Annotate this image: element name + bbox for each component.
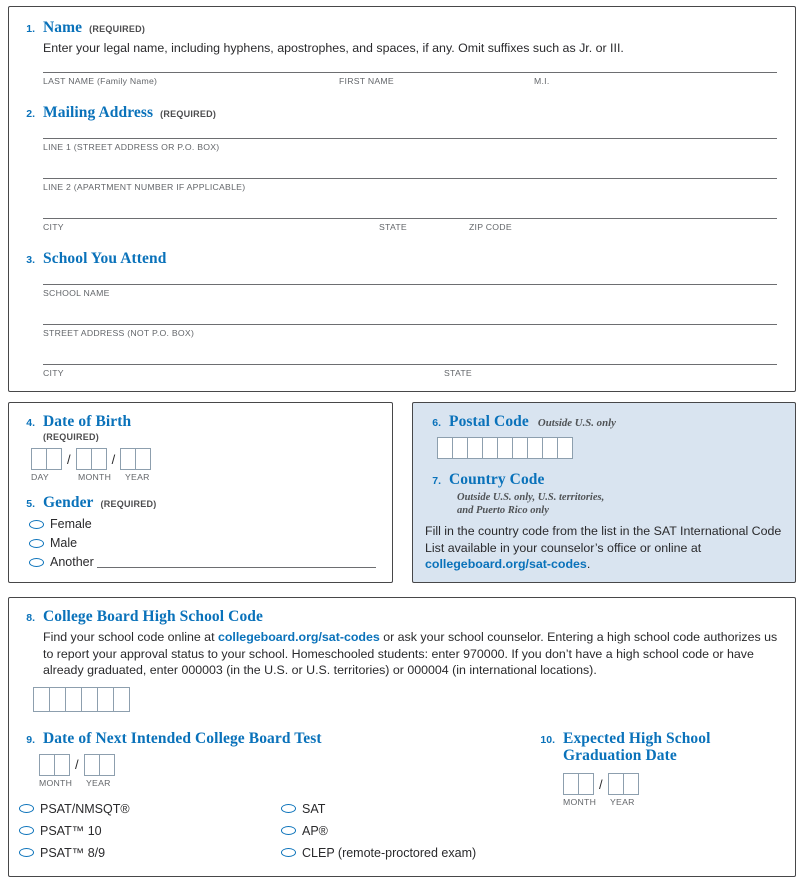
section-name-header bbox=[19, 19, 777, 37]
option-label: Another bbox=[50, 555, 94, 569]
answer-bubble[interactable] bbox=[29, 520, 44, 529]
school-code-test-date-panel bbox=[8, 597, 796, 876]
another-write-line[interactable] bbox=[97, 557, 376, 568]
label-school-name: SCHOOL NAME bbox=[43, 288, 110, 299]
dob-month-boxes bbox=[76, 448, 107, 470]
address-line2-write-line[interactable] bbox=[43, 178, 777, 179]
label-month: MONTH bbox=[78, 472, 112, 482]
section-title: Expected High School Graduation Date bbox=[563, 729, 711, 765]
instruction-text: Find your school code online at bbox=[43, 630, 218, 645]
school-code-boxes bbox=[33, 687, 779, 712]
gender-option-male[interactable] bbox=[29, 536, 378, 550]
label-school-state: STATE bbox=[444, 368, 472, 379]
section-graduation-date bbox=[533, 730, 779, 864]
option-label: PSAT™ 10 bbox=[40, 823, 102, 838]
section-number: 9. bbox=[26, 733, 35, 746]
entry-box[interactable] bbox=[49, 687, 66, 712]
test-option-sat[interactable] bbox=[281, 798, 543, 820]
option-label: PSAT/NMSQT® bbox=[40, 801, 130, 816]
next-test-date-boxes bbox=[39, 754, 533, 776]
section-school bbox=[19, 250, 777, 378]
next-test-date-labels bbox=[39, 778, 533, 788]
answer-bubble[interactable] bbox=[19, 826, 34, 835]
section-number: 4. bbox=[26, 417, 35, 429]
address-city-state-zip-row bbox=[43, 218, 777, 232]
slash-separator: / bbox=[67, 451, 71, 467]
entry-box[interactable] bbox=[527, 437, 543, 459]
address-line1-write-line[interactable] bbox=[43, 138, 777, 139]
option-label: AP® bbox=[302, 823, 328, 838]
entry-box[interactable] bbox=[437, 437, 453, 459]
answer-bubble[interactable] bbox=[281, 826, 296, 835]
section-number: 5. bbox=[26, 498, 35, 510]
name-write-line[interactable] bbox=[43, 72, 777, 73]
entry-box[interactable] bbox=[39, 754, 55, 776]
name-instructions: Enter your legal name, including hyphens, apostrophes, and spaces, if any. Omit suffixes such as Jr. or III. bbox=[43, 41, 624, 55]
section-date-of-birth bbox=[19, 413, 378, 482]
section-title: Country Code bbox=[449, 471, 545, 488]
section-gender bbox=[19, 494, 378, 569]
postal-code-boxes bbox=[437, 437, 783, 459]
test-year-boxes bbox=[84, 754, 115, 776]
country-code-instructions bbox=[425, 523, 783, 572]
section-title: Date of Birth bbox=[43, 413, 132, 430]
section-title: School You Attend bbox=[43, 250, 167, 268]
test-option-psat-10[interactable] bbox=[19, 820, 281, 842]
test-options bbox=[19, 798, 533, 864]
graduation-month-boxes bbox=[563, 773, 594, 795]
label-zip-code: ZIP CODE bbox=[469, 222, 512, 233]
option-label: PSAT™ 8/9 bbox=[40, 845, 106, 860]
test-option-psat-nmsqt[interactable] bbox=[19, 798, 281, 820]
slash-separator: / bbox=[599, 776, 603, 792]
school-city-state-row bbox=[43, 364, 777, 378]
section-number: 2. bbox=[26, 108, 35, 121]
label-middle-initial: M.I. bbox=[534, 76, 550, 87]
entry-box[interactable] bbox=[46, 448, 62, 470]
label-last-name: LAST NAME (Family Name) bbox=[43, 76, 158, 87]
answer-bubble[interactable] bbox=[19, 804, 34, 813]
address-line1-row bbox=[43, 138, 777, 152]
country-code-note-line2: and Puerto Rico only bbox=[457, 505, 549, 517]
entry-box[interactable] bbox=[542, 437, 558, 459]
entry-box[interactable] bbox=[512, 437, 528, 459]
label-day: DAY bbox=[31, 472, 49, 482]
section-postal-code bbox=[425, 413, 783, 459]
middle-panels-row bbox=[8, 402, 796, 583]
label-year: YEAR bbox=[610, 797, 635, 808]
instruction-text-end: . bbox=[586, 557, 591, 571]
section-title: Name bbox=[43, 19, 83, 36]
postal-code-note: Outside U.S. only bbox=[537, 417, 616, 429]
test-option-ap[interactable] bbox=[281, 820, 543, 842]
entry-box[interactable] bbox=[482, 437, 498, 459]
required-tag: (REQUIRED) bbox=[89, 24, 146, 34]
section-number: 3. bbox=[26, 254, 35, 267]
section-number: 7. bbox=[432, 475, 441, 487]
entry-box[interactable] bbox=[608, 773, 624, 795]
section-high-school-code bbox=[19, 608, 779, 711]
answer-bubble[interactable] bbox=[281, 848, 296, 857]
sat-codes-link[interactable]: collegeboard.org/sat-codes bbox=[425, 557, 587, 571]
gender-option-female[interactable] bbox=[29, 517, 378, 531]
section-title: Mailing Address bbox=[43, 104, 154, 122]
entry-box[interactable] bbox=[467, 437, 483, 459]
entry-box[interactable] bbox=[81, 687, 98, 712]
option-label: SAT bbox=[302, 801, 326, 816]
answer-bubble[interactable] bbox=[29, 539, 44, 548]
section-mailing-address bbox=[19, 104, 777, 232]
entry-box[interactable] bbox=[623, 773, 639, 795]
entry-box[interactable] bbox=[76, 448, 92, 470]
school-name-row bbox=[43, 284, 777, 298]
label-month: MONTH bbox=[563, 797, 597, 808]
option-label: CLEP (remote-proctored exam) bbox=[302, 845, 477, 860]
entry-box[interactable] bbox=[563, 773, 579, 795]
required-tag: (REQUIRED) bbox=[100, 499, 157, 509]
address-city-write-line[interactable] bbox=[43, 218, 777, 219]
label-first-name: FIRST NAME bbox=[339, 76, 394, 87]
required-tag: (REQUIRED) bbox=[43, 432, 99, 442]
label-city: CITY bbox=[43, 222, 64, 233]
test-option-psat-8-9[interactable] bbox=[19, 842, 281, 864]
graduation-date-boxes bbox=[563, 773, 779, 795]
entry-box[interactable] bbox=[91, 448, 107, 470]
entry-box[interactable] bbox=[113, 687, 130, 712]
sat-codes-link[interactable]: collegeboard.org/sat-codes bbox=[217, 630, 380, 645]
entry-box[interactable] bbox=[578, 773, 594, 795]
section-next-test-date bbox=[19, 730, 533, 864]
label-year: YEAR bbox=[125, 472, 150, 482]
postal-code-box-group bbox=[437, 437, 573, 459]
graduation-year-boxes bbox=[608, 773, 639, 795]
school-code-box-group bbox=[33, 687, 130, 712]
address-line2-row bbox=[43, 178, 777, 192]
entry-box[interactable] bbox=[99, 754, 115, 776]
test-option-clep[interactable] bbox=[281, 842, 543, 864]
answer-bubble[interactable] bbox=[29, 558, 44, 567]
school-street-row bbox=[43, 324, 777, 338]
school-city-write-line[interactable] bbox=[43, 364, 777, 365]
name-address-school-panel bbox=[8, 6, 796, 392]
school-name-write-line[interactable] bbox=[43, 284, 777, 285]
section-title: Date of Next Intended College Board Test bbox=[43, 729, 322, 747]
answer-bubble[interactable] bbox=[281, 804, 296, 813]
option-label: Female bbox=[50, 517, 92, 531]
section-title: College Board High School Code bbox=[43, 608, 264, 626]
label-school-city: CITY bbox=[43, 368, 64, 379]
entry-box[interactable] bbox=[120, 448, 136, 470]
label-year: YEAR bbox=[86, 777, 111, 788]
label-state: STATE bbox=[379, 222, 407, 233]
entry-box[interactable] bbox=[54, 754, 70, 776]
country-code-note-line1: Outside U.S. only, U.S. territories, bbox=[457, 492, 605, 503]
section-title: Postal Code bbox=[449, 413, 529, 430]
entry-box[interactable] bbox=[97, 687, 114, 712]
entry-box[interactable] bbox=[135, 448, 151, 470]
instruction-text: Fill in the country code from the list in the SAT International Code List available in your counselor’s office or online at bbox=[425, 524, 782, 555]
gender-options bbox=[29, 517, 378, 569]
instruction-text-end: or ask your school counselor. Entering a high school code authorizes us to report your approval status to your school. Homeschooled students: enter 970000. If you don’t have a high school code or have already graduated, enter 000003 (in the U.S. or U.S. territories) or 000004 (in international locations). bbox=[43, 630, 778, 678]
entry-box[interactable] bbox=[452, 437, 468, 459]
required-tag: (REQUIRED) bbox=[160, 109, 217, 120]
school-code-instructions bbox=[43, 629, 779, 678]
label-month: MONTH bbox=[39, 777, 73, 788]
label-school-street: STREET ADDRESS (NOT P.O. BOX) bbox=[43, 328, 195, 339]
entry-box[interactable] bbox=[33, 687, 50, 712]
gender-option-another[interactable] bbox=[29, 555, 378, 569]
section-number: 8. bbox=[26, 612, 35, 625]
school-street-write-line[interactable] bbox=[43, 324, 777, 325]
slash-separator: / bbox=[75, 757, 79, 772]
test-month-boxes bbox=[39, 754, 70, 776]
section-number: 1. bbox=[26, 23, 35, 35]
section-mailing-address-header bbox=[19, 104, 777, 122]
graduation-date-labels bbox=[563, 797, 779, 807]
name-field-labels bbox=[43, 76, 777, 86]
section-number: 10. bbox=[540, 733, 555, 746]
answer-bubble[interactable] bbox=[19, 848, 34, 857]
section-number: 6. bbox=[432, 417, 441, 429]
label-address-line2: LINE 2 (APARTMENT NUMBER IF APPLICABLE) bbox=[43, 182, 246, 193]
dob-gender-panel bbox=[8, 402, 393, 583]
country-code-note bbox=[457, 491, 783, 517]
option-label: Male bbox=[50, 536, 78, 550]
dob-labels bbox=[31, 472, 378, 482]
entry-box[interactable] bbox=[31, 448, 47, 470]
slash-separator: / bbox=[111, 451, 116, 467]
test-date-graduation-row bbox=[19, 730, 779, 864]
dob-entry-boxes bbox=[31, 448, 378, 470]
section-name bbox=[19, 19, 777, 86]
international-panel bbox=[412, 402, 796, 583]
name-field-row bbox=[43, 72, 777, 86]
entry-box[interactable] bbox=[557, 437, 573, 459]
section-country-code bbox=[425, 471, 783, 572]
entry-box[interactable] bbox=[65, 687, 82, 712]
section-school-header bbox=[19, 250, 777, 268]
entry-box[interactable] bbox=[84, 754, 100, 776]
section-title: Gender bbox=[43, 494, 94, 511]
label-address-line1: LINE 1 (STREET ADDRESS OR P.O. BOX) bbox=[43, 142, 220, 153]
dob-day-boxes bbox=[31, 448, 62, 470]
entry-box[interactable] bbox=[497, 437, 513, 459]
dob-year-boxes bbox=[120, 448, 151, 470]
